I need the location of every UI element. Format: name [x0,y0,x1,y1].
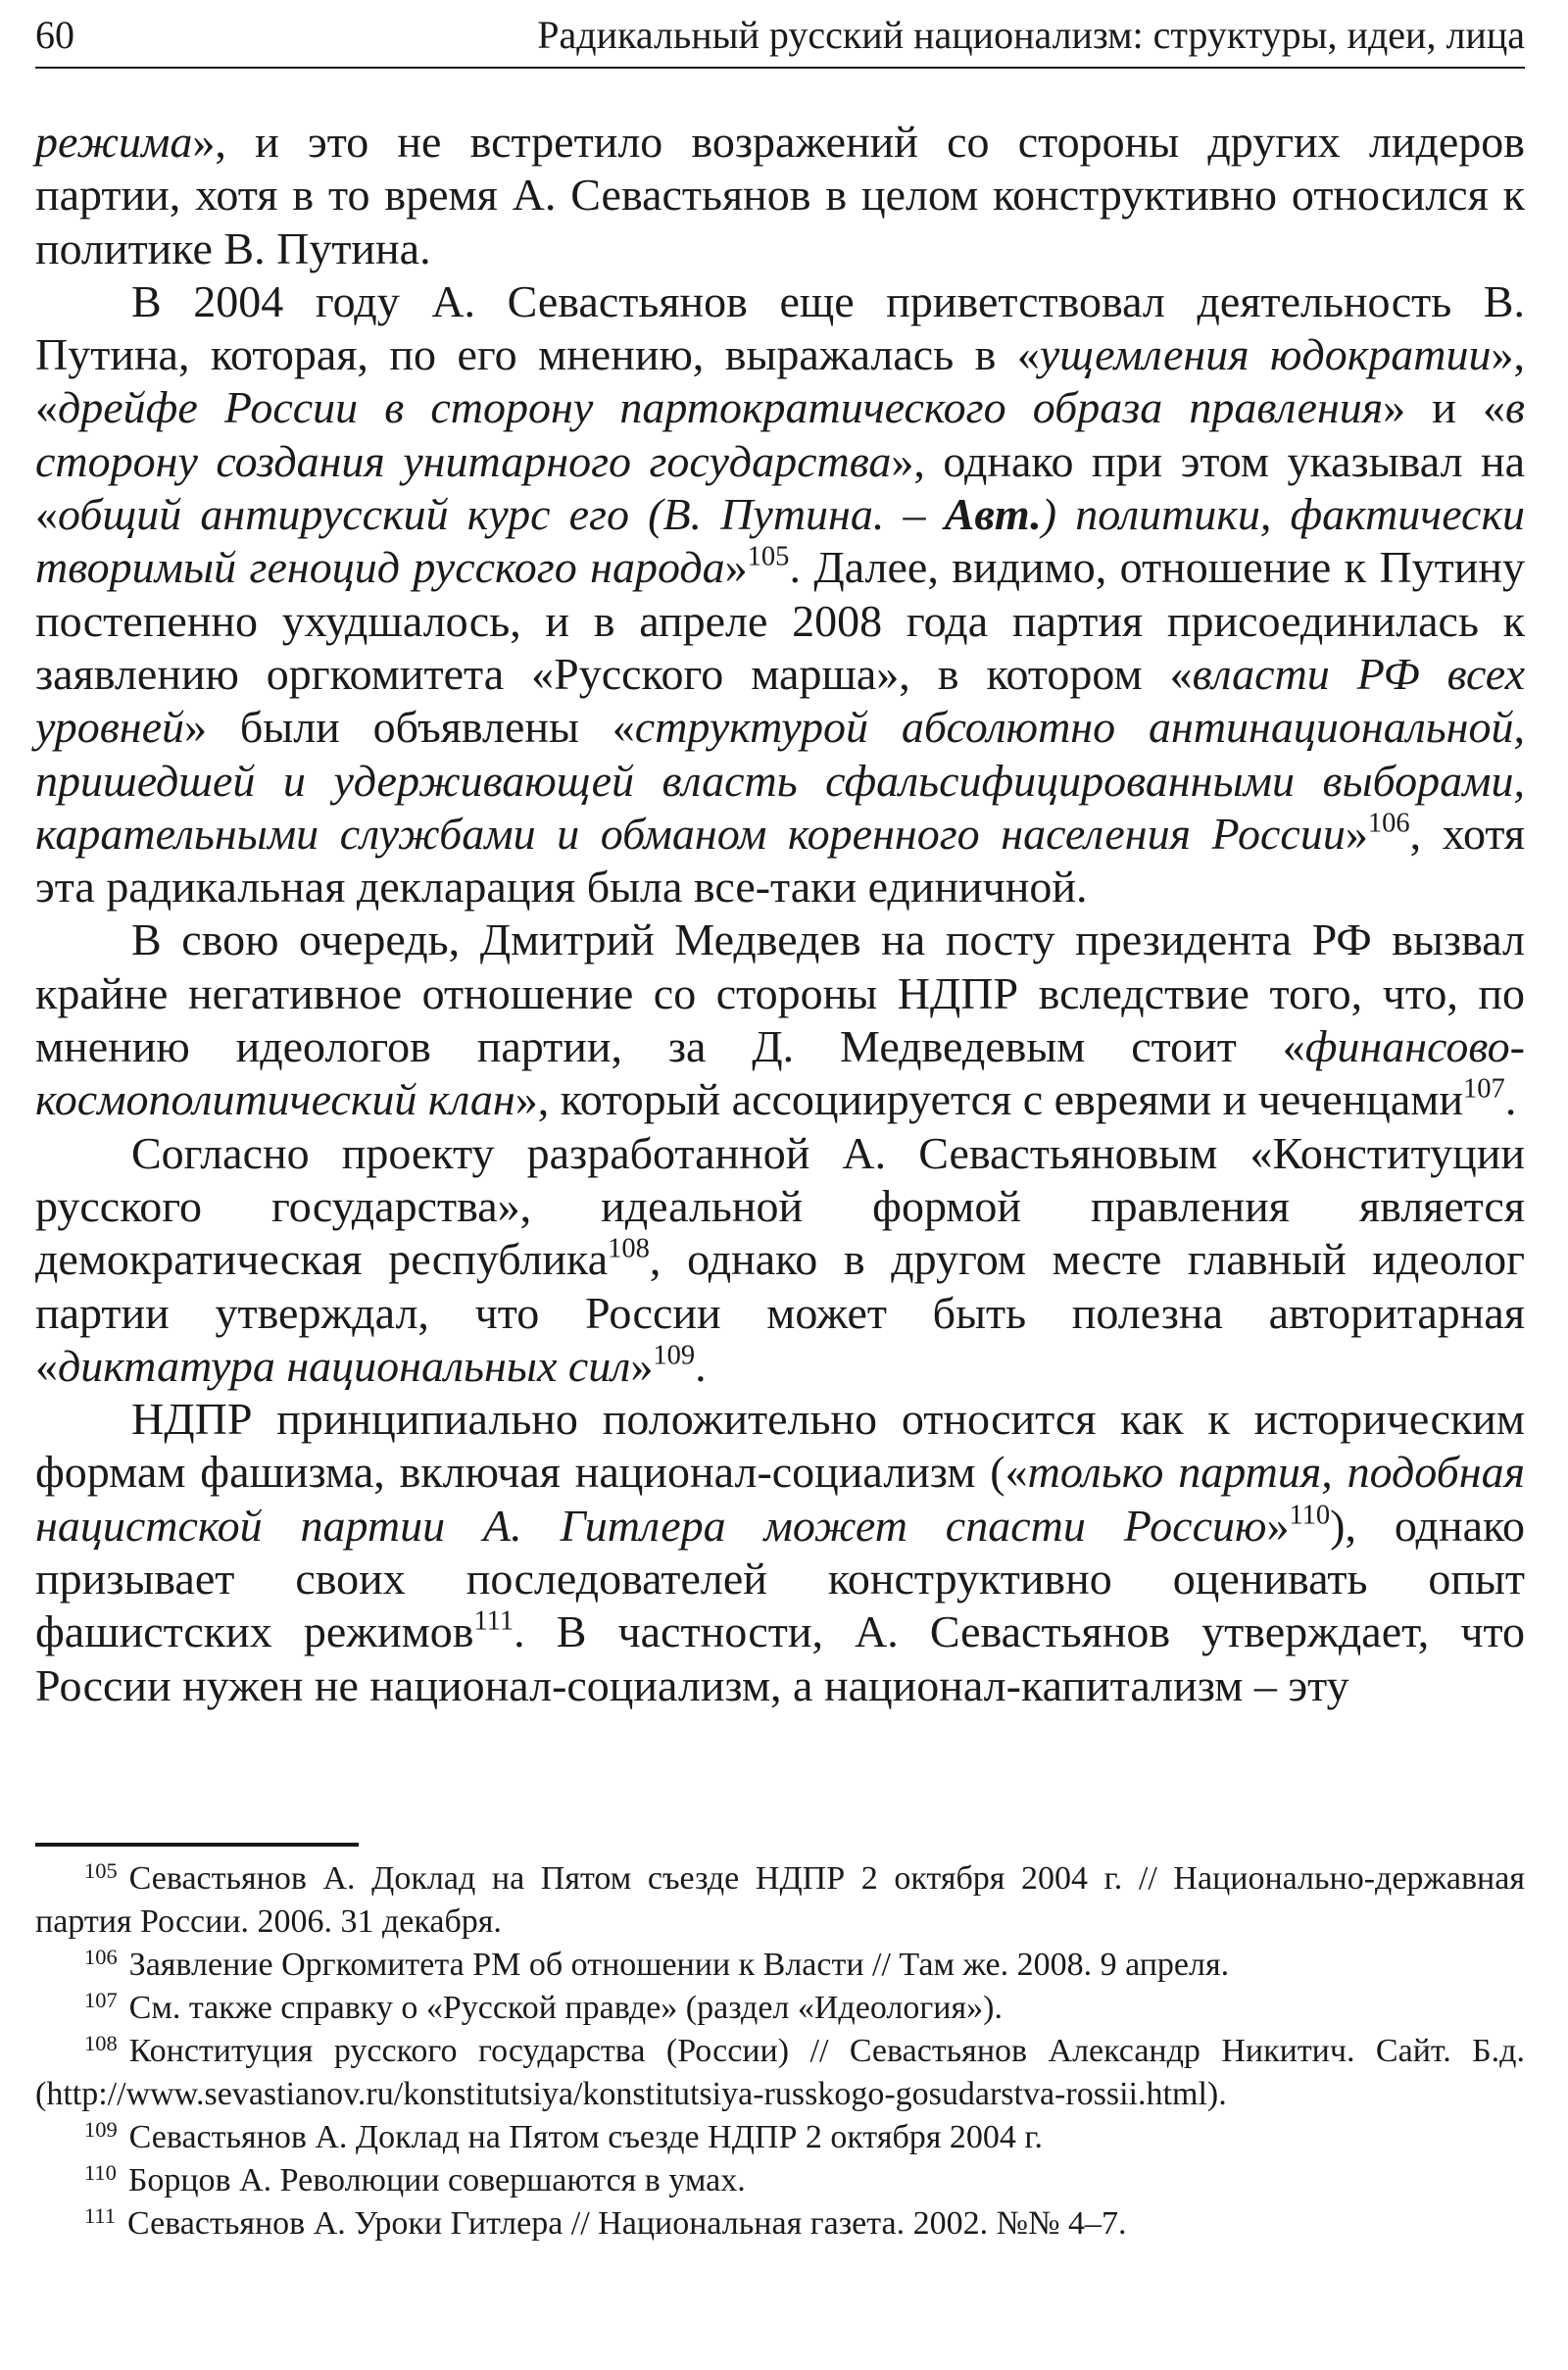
footnote-ref[interactable]: 105 [747,541,790,572]
footnote-ref[interactable]: 107 [1463,1073,1505,1105]
italic-quote: структурой абсолютно антинациональной, пришедшей и удерживающей власть сфальсифицированными выборами, карательными службами и обманом коренного населения России [35,702,1525,859]
footnote-109 [35,2116,1525,2159]
italic-quote: только партия, подобная нацистской партии А. Гитлера может спасти Россию [35,1447,1525,1551]
footnote-number: 106 [84,1944,118,1969]
running-title: Радикальный русский национализм: структуры, идеи, лица [537,13,1525,57]
footnote-108 [35,2030,1525,2116]
italic-quote: диктатура национальных сил [58,1340,631,1391]
footnote-text: См. также справку о «Русской правде» (раздел «Идеология»). [128,1990,1003,2026]
footnote-106 [35,1944,1525,1987]
footnote-ref[interactable]: 108 [608,1233,650,1264]
italic-quote: дрейфе России в сторону партократического образа правления [58,382,1384,433]
main-text [35,116,1525,1712]
italic-quote: ) политики, фактически творимый геноцид русского народа [35,489,1525,593]
footnote-text: Борцов А. Революции совершаются в умах. [127,2162,746,2198]
paragraph-4: Согласно проекту разработанной А. Севастьяновым «Конституции русского государства», идеальной формой правления является демократическая республика$^{108}$, однако в другом месте главный идеолог партии утверждал, что России может быть полезна авторитарная «диктатура национальных сил»$^{109}$. [35,1127,1525,1391]
italic-quote: финансово-космополитический клан [35,1021,1525,1125]
footnote-number: 110 [84,2159,117,2185]
footnote-ref[interactable]: 110 [1289,1500,1331,1531]
footnote-number: 109 [84,2116,118,2142]
footnotes-section [35,1857,1525,2246]
footnote-text: Севастьянов А. Доклад на Пятом съезде НДПР 2 октября 2004 г. [128,2119,1044,2155]
running-header [35,10,1525,69]
italic-quote: ущемления юдократии [1039,329,1492,380]
paragraph-3: В свою очередь, Дмитрий Медведев на посту президента РФ вызвал крайне негативное отношение со стороны НДПР вследствие того, что, по мнению идеологов партии, за Д. Медведевым стоит «финансово-космополитический клан», который ассоциируется с евреями и чеченцами$^{107}$. [35,914,1525,1125]
footnote-105 [35,1857,1525,1944]
footnote-number: 105 [84,1857,118,1883]
italic-quote: общий антирусский курс его (В. Путина. – [58,489,945,540]
book-page [35,0,1525,2370]
footnote-text: Севастьянов А. Доклад на Пятом съезде НДПР 2 октября 2004 г. // Национально-державная партия России. 2006. 31 декабря. [35,1860,1525,1940]
italic-quote: власти РФ всех уровней [35,648,1526,753]
footnote-text: Заявление Оргкомитета РМ об отношении к Власти // Там же. 2008. 9 апреля. [128,1947,1230,1983]
page-number: 60 [35,13,74,57]
footnote-number: 107 [84,1987,118,2012]
footnote-text: Конституция русского государства (России) // Севастьянов Александр Никитич. Сайт. Б.д. (http://www.sevastianov.ru/konstitutsiya/konstitutsiya-russkogo-gosudarstva-rossii.html). [35,2033,1525,2112]
paragraph-1: режима», и это не встретило возражений со стороны других лидеров партии, хотя в то время А. Севастьянов в целом конструктивно относился к политике В. Путина. [35,117,1525,273]
italic-quote: режима [35,117,193,167]
footnote-111 [35,2202,1525,2246]
footnote-number: 111 [84,2202,116,2228]
italic-quote: в сторону создания унитарного государства [35,382,1525,486]
paragraph-5: НДПР принципиально положительно относится как к историческим формам фашизма, включая национал-социализм («только партия, подобная нацистской партии А. Гитлера может спасти Россию»$^{110}$), однако призывает своих последователей конструктивно оценивать опыт фашистских режимов$^{111}$. В частности, А. Севастьянов утверждает, что России нужен не национал-социализм, а национал-капитализм – эту [35,1394,1525,1710]
footnote-ref[interactable]: 109 [653,1340,696,1371]
footnote-divider [35,1843,359,1847]
paragraph-2: В 2004 году А. Севастьянов еще приветствовал деятельность В. Путина, которая, по его мнению, выражалась в «ущемления юдократии», «дрейфе России в сторону партократического образа правления» и «в сторону создания унитарного государства», однако при этом указывал на «общий антирусский курс его (В. Путина. – Авт.) политики, фактически творимый геноцид русского народа»$^{105}$. Далее, видимо, отношение к Путину постепенно ухудшалось, и в апреле 2008 года партия присоединилась к заявлению оргкомитета «Русского марша», в котором «власти РФ всех уровней» были объявлены «структурой абсолютно антинациональной, пришедшей и удерживающей власть сфальсифицированными выборами, карательными службами и обманом коренного населения России»$^{106}$, хотя эта радикальная декларация была все-таки единичной. [35,275,1526,913]
footnote-110 [35,2159,1525,2202]
footnote-number: 108 [84,2030,118,2055]
footnote-ref[interactable]: 111 [473,1605,514,1637]
footnote-107 [35,1987,1525,2030]
footnote-ref[interactable]: 106 [1367,808,1410,839]
author-note: Авт. [944,489,1042,540]
footnote-text: Севастьянов А. Уроки Гитлера // Национальная газета. 2002. №№ 4–7. [127,2205,1127,2242]
